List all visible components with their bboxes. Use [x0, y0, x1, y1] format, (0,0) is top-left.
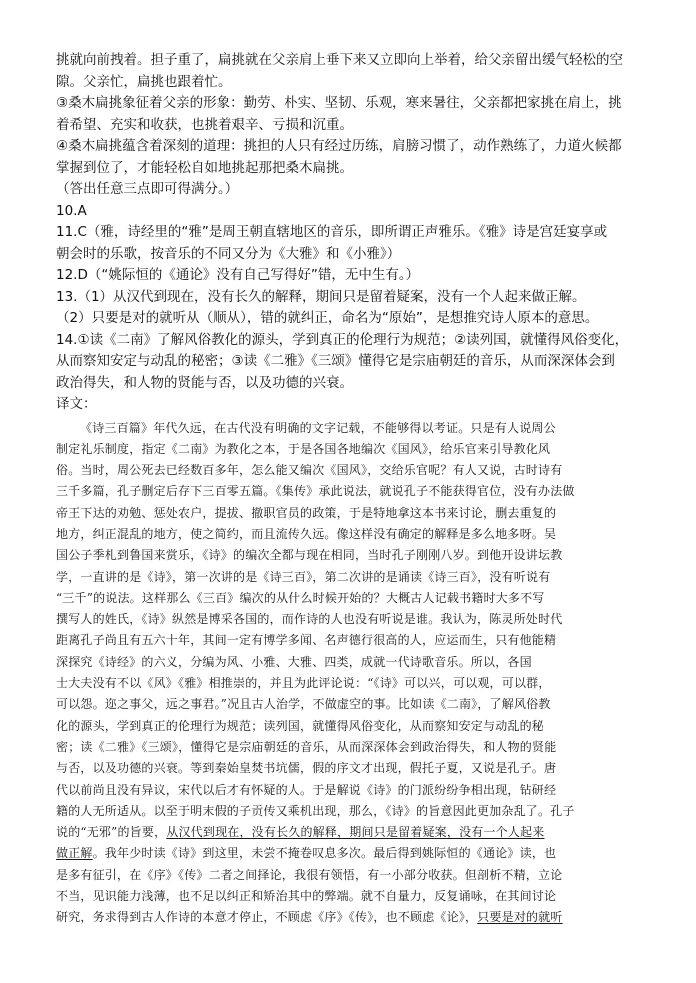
- answer-line: （答出任意三点即可得满分。）: [56, 181, 239, 197]
- translation-line: 是多有征引，在《序》《传》二者之间择论，我很有领悟，有一小部分收获。但剖析不精，立论: [56, 867, 563, 882]
- translation-line: 不当，见识能力浅薄，也不足以纠正和矫治其中的弊端。就不自量力，反复诵咏，在其间讨论: [56, 889, 557, 904]
- answer-line: 11.C（雅，诗经里的“雅”是周王朝直辖地区的音乐，即所谓正声雅乐。《雅》诗是宫廷宴享或: [56, 224, 608, 240]
- answer-line: 政治得失，和人物的贤能与否，以及功德的兴衰。: [56, 374, 353, 391]
- underlined-answer-text: 从汉代到现在，没有长久的解释，期间只是留着疑案，没有一个人起来: [166, 825, 545, 840]
- answer-line: 着希望、充实和收获，也挑着艰辛、亏损和沉重。: [56, 116, 353, 133]
- answer-line: 从而察知安定与动乱的秘密；③读《二雅》《三颂》懂得它是宗庙朝廷的音乐，从而深深体会到: [56, 353, 615, 369]
- translation-line: 学，一直讲的是《诗》，第一次讲的是《诗三百》，第二次讲的是诵读《诗三百》，没有听说有: [56, 569, 551, 584]
- underlined-answer-text: 做正解: [56, 846, 93, 861]
- translation-line: [56, 822, 656, 843]
- translation-text: 说的“无邪”的旨要，: [56, 825, 167, 840]
- translation-line: 俗。当时，周公死去已经数百多年，怎么能又编次《国风》，交给乐官呢？有人又说，古时诗有: [56, 463, 563, 478]
- translation-line: 化的源头，学到真正的伦理行为规范；读列国，就懂得风俗变化，从而察知安定与动乱的秘: [56, 718, 545, 733]
- translation-line: 可以怨。迩之事父，远之事君。”况且古人治学，不做虚空的事。比如读《二南》，了解风俗教: [56, 697, 551, 712]
- translation-line: 籍的人无所适从。以至于明末假的子贡传又乘机出现，那么，《诗》的旨意因此更加杂乱了。孔子: [56, 803, 575, 818]
- answer-line: ④桑木扁挑蕴含着深刻的道理：挑担的人只有经过历练，肩膀习惯了，动作熟练了，力道火候都: [56, 138, 622, 154]
- translation-line: 深探究《诗经》的六义，分编为风、小雅、大雅、四类，成就一代诗歌音乐。所以，各国: [56, 654, 532, 669]
- answer-line: 隙。父亲忙，扁挑也跟着忙。: [56, 73, 232, 90]
- answer-line: 挑就向前拽着。担子重了，扁挑就在父亲肩上垂下来又立即向上举着，给父亲留出缓气轻松的空: [56, 52, 623, 68]
- translation-line: [56, 843, 656, 864]
- answer-line: ③桑木扁挑象征着父亲的形象：勤劳、朴实、坚韧、乐观，寒来暑往，父亲都把家挑在肩上，挑: [56, 95, 622, 111]
- answer-line: （2）只要是对的就听从（顺从），错的就纠正，命名为“原始”，是想推究诗人原本的意思。: [56, 310, 599, 326]
- answer-section: [56, 50, 656, 416]
- translation-line: 与否，以及功德的兴衰。等到秦始皇焚书坑儒，假的序文才出现，假托子夏，又说是孔子。唐: [56, 761, 557, 776]
- answer-line: 10.A: [56, 202, 87, 219]
- translation-line: 代以前尚且没有异议，宋代以后才有怀疑的人。于是解说《诗》的门派纷纷争相出现，钻研经: [56, 782, 557, 797]
- translation-line: 地方，纠正混乱的地方，使之简约，而且流传久远。像这样没有确定的解释是多么地多呀。吴: [56, 526, 557, 541]
- translation-line: 帝王下达的劝勉、惩处农户，提拔、撤职官员的政策，于是特地拿这本书来讨论，删去重复的: [56, 505, 557, 520]
- translation-text: 。我年少时读《诗》到这里，未尝不掩卷叹息多次。最后得到姚际恒的《通论》读，也: [92, 846, 557, 861]
- translation-line: 三千多篇，孔子删定后存下三百零五篇。《集传》承此说法，就说孔子不能获得官位，没有办法做: [56, 484, 575, 499]
- translation-line: 国公子季札到鲁国来赏乐，《诗》的编次全都与现在相同，当时孔子刚刚八岁。到他开设讲坛教: [56, 548, 563, 563]
- answer-line: 掌握到位了，才能轻松自如地挑起那把桑木扁挑。: [56, 159, 353, 176]
- answer-line: 12.D（“姚际恒的《通论》没有自己写得好”错，无中生有。）: [56, 267, 420, 283]
- translation-line: [56, 907, 656, 928]
- underlined-answer-text: 只要是对的就听: [477, 910, 563, 925]
- answer-line: 13.（1）从汉代到现在，没有长久的解释，期间只是留着疑案，没有一个人起来做正解。: [56, 288, 586, 305]
- translation-line: 《诗三百篇》年代久远，在古代没有明确的文字记载，不能够得以考证。只是有人说周公: [80, 420, 556, 435]
- translation-line: “三千”的说法。这样那么《三百》编次的从什么时候开始的？大概古人记载书籍时大多不写: [56, 590, 545, 605]
- translation-text: 研究，务求得到古人作诗的本意才停止，不顾虑《序》《传》，也不顾虑《论》，: [56, 910, 478, 925]
- translation-line: 密；读《二雅》《三颂》，懂得它是宗庙朝廷的音乐，从而深深体会到政治得失，和人物的贤能: [56, 739, 557, 754]
- translation-line: 制定礼乐制度，指定《二南》为教化之本，于是各国各地编次《国风》，给乐官来引导教化风: [56, 441, 551, 456]
- translation-line: 撰写人的姓氏，《诗》纵然是博采各国的，而作诗的人也没有听说是谁。我认为，陈灵所处时代: [56, 612, 563, 627]
- answer-line: 朝会时的乐歌，按音乐的不同又分为《大雅》和《小雅》）: [56, 245, 401, 262]
- answer-line: 14.①读《二南》了解风俗教化的源头，学到真正的伦理行为规范；②读列国，就懂得风俗变化，: [56, 331, 629, 348]
- translation-section: [56, 418, 656, 929]
- translation-line: 士大夫没有不以《风》《雅》相推崇的，并且为此评论说：“《诗》可以兴，可以观，可以群，: [56, 676, 551, 691]
- translation-line: 距离孔子尚且有五六十年，其间一定有博学多闻、名声德行很高的人，应运而生，只有他能精: [56, 633, 557, 648]
- translation-heading: 译文：: [56, 396, 97, 412]
